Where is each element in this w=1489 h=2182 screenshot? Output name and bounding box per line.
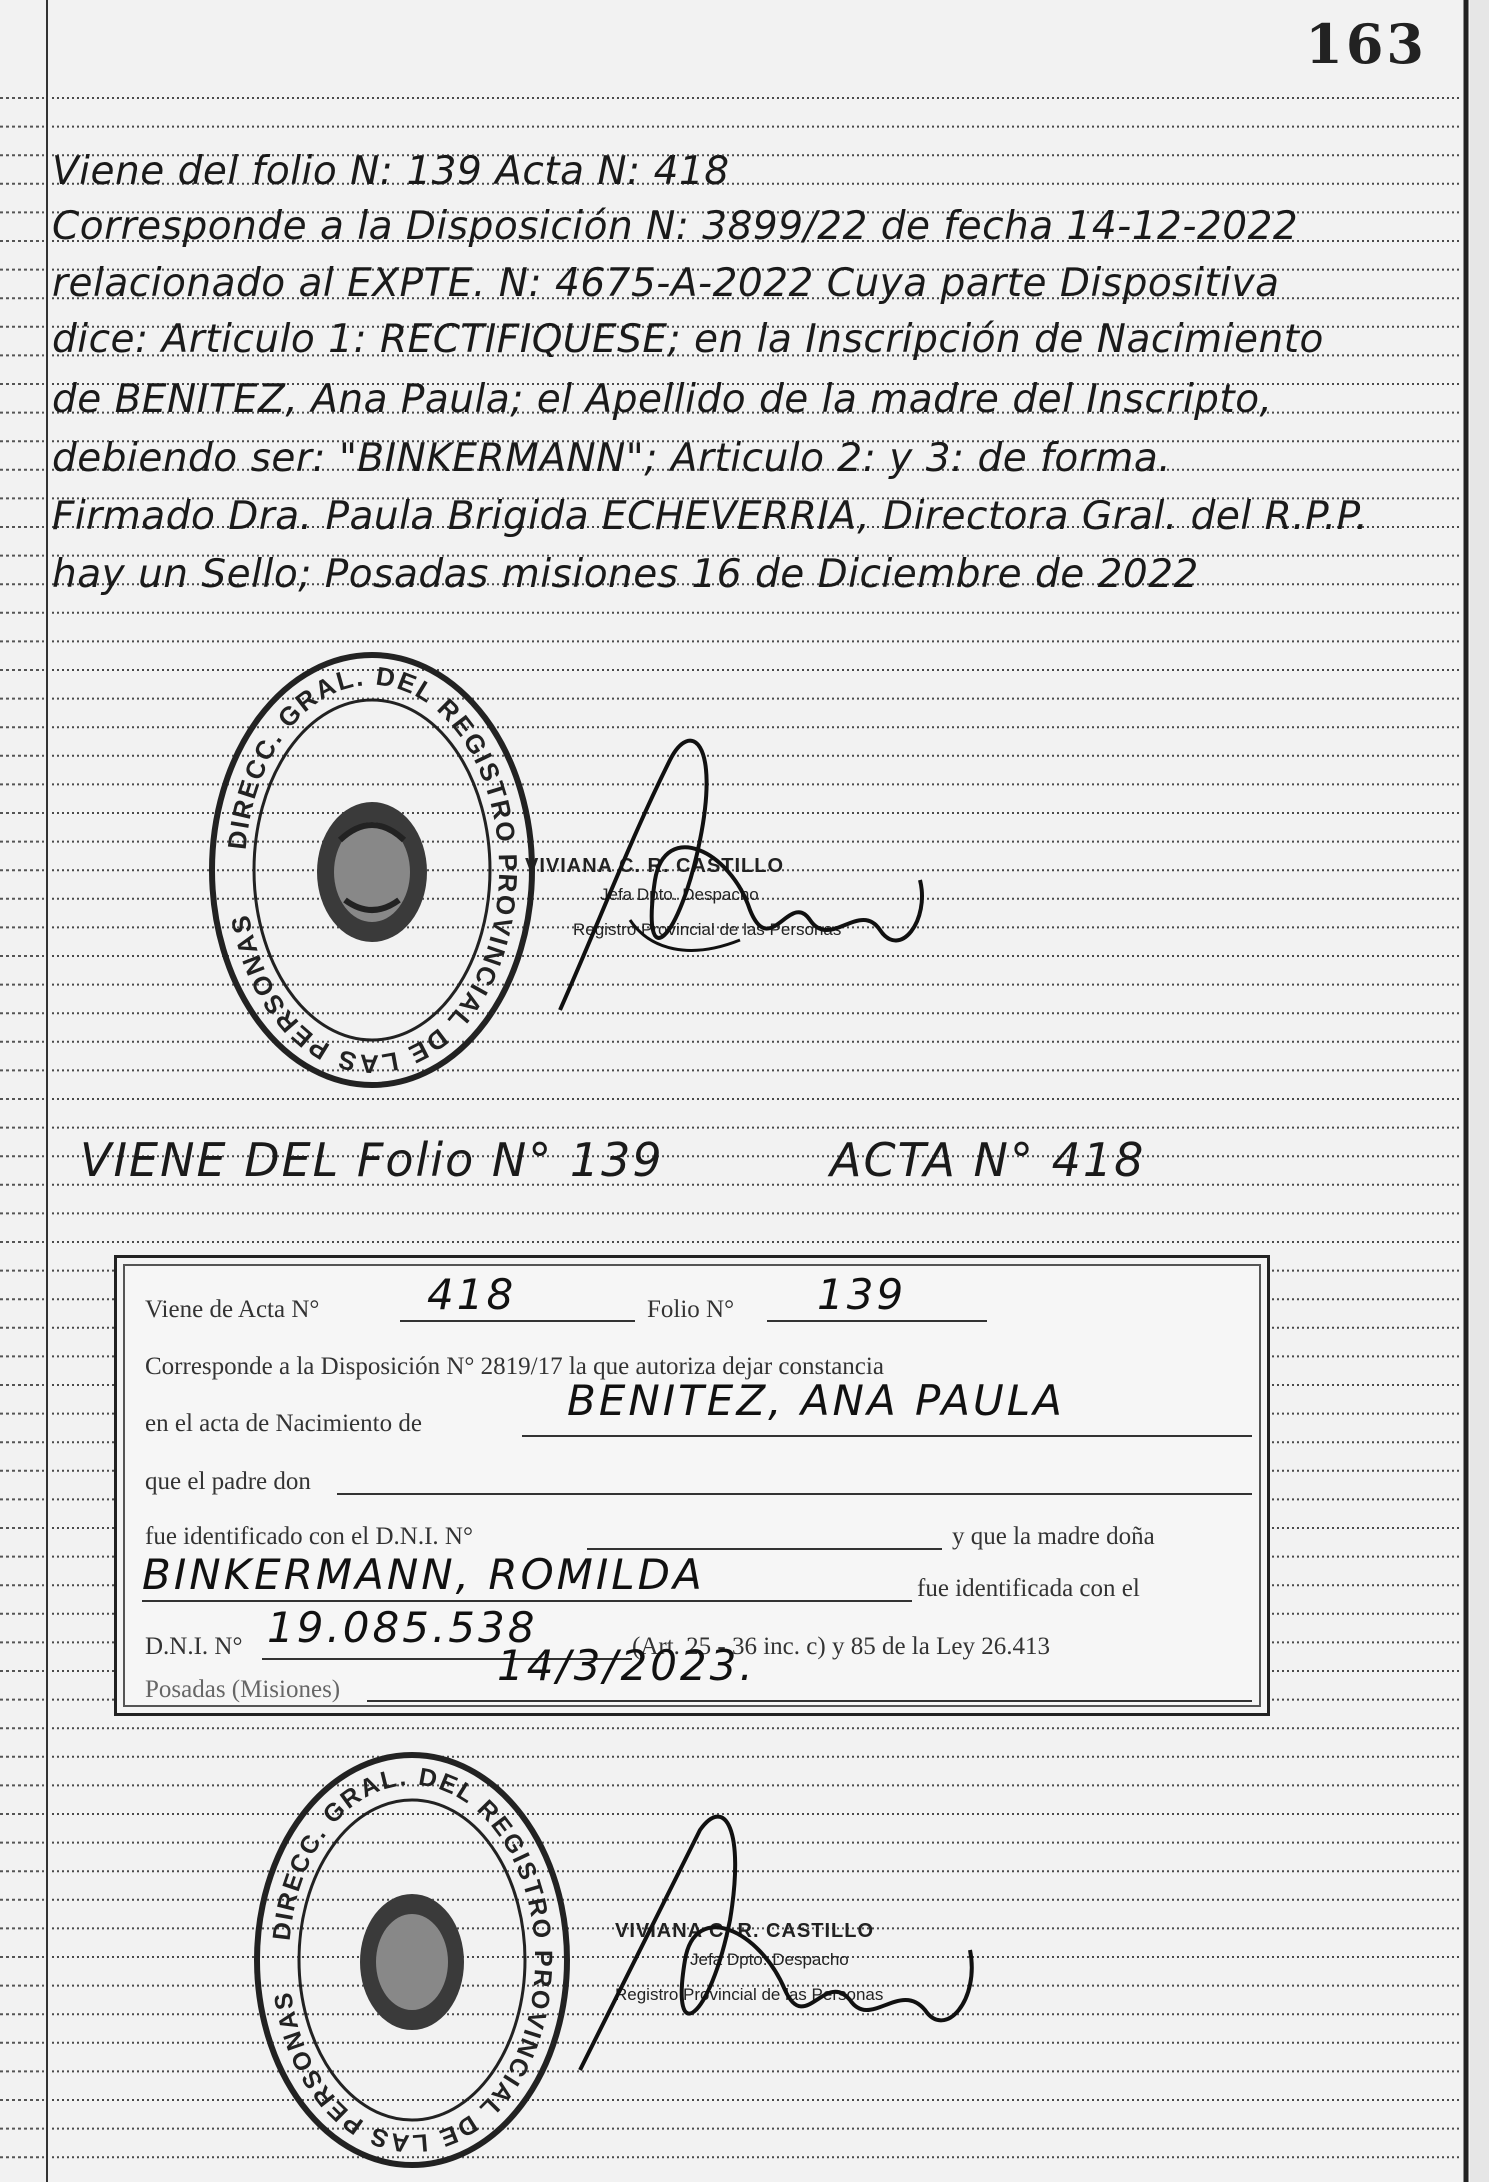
padre-label: que el padre don	[145, 1468, 311, 1495]
note2-viene: VIENE DEL Folio N° 139	[80, 1133, 664, 1187]
stamp-org: Registro Provincial de las Personas	[573, 920, 842, 939]
viene-label: Viene de Acta N°	[145, 1296, 320, 1323]
signature	[540, 720, 960, 1040]
note1-line-1: Viene del folio N: 139 Acta N: 418	[52, 149, 730, 194]
stamp-name: VIVIANA C. R. CASTILLO	[525, 855, 785, 877]
madre-label: y que la madre doña	[952, 1523, 1155, 1550]
ley-text: (Art. 25 - 36 inc. c) y 85 de la Ley 26.413	[632, 1633, 1050, 1660]
folio-number: 163	[1305, 12, 1427, 76]
nombre-value: BENITEZ, ANA PAULA	[567, 1376, 1065, 1425]
svg-text:DIRECC. GRAL. DEL REGISTRO PRO: DIRECC. GRAL. DEL REGISTRO PROVINCIAL DE LAS PERSONAS	[221, 660, 524, 1080]
stamp-org-2: Registro Provincial de las Personas	[615, 1985, 884, 2004]
acta-nacimiento-label: en el acta de Nacimiento de	[145, 1410, 422, 1437]
acta-value: 418	[427, 1270, 517, 1319]
stamp-role-2: Jefa Dpto. Despacho	[690, 1950, 849, 1969]
official-seal-2	[245, 1750, 580, 2170]
official-seal	[200, 650, 545, 1090]
dni-value: 19.085.538	[267, 1603, 538, 1652]
signature-2	[560, 1800, 1020, 2100]
stamp-role: Jefa Dpto. Despacho	[600, 885, 759, 904]
dni-label: D.N.I. N°	[145, 1633, 243, 1660]
identificada-label: fue identificada con el	[917, 1575, 1140, 1602]
note1-line-8: hay un Sello; Posadas misiones 16 de Diciembre de 2022	[52, 552, 1199, 597]
note2-acta: ACTA N° 418	[830, 1133, 1146, 1187]
fecha-value: 14/3/2023.	[497, 1641, 756, 1690]
rubber-stamp-form	[114, 1255, 1270, 1716]
note1-line-6: debiendo ser: "BINKERMANN"; Articulo 2: y 3: de forma.	[52, 436, 1172, 481]
posadas-label: Posadas (Misiones)	[145, 1676, 341, 1703]
corresponde-text: Corresponde a la Disposición N° 2819/17 la que autoriza dejar constancia	[145, 1353, 884, 1380]
note1-line-5: de BENITEZ, Ana Paula; el Apellido de la madre del Inscripto,	[52, 377, 1273, 422]
stamp-name-2: VIVIANA C. R. CASTILLO	[615, 1920, 875, 1942]
note1-line-2: Corresponde a la Disposición N: 3899/22 de fecha 14-12-2022	[52, 204, 1299, 249]
note1-line-4: dice: Articulo 1: RECTIFIQUESE; en la Inscripción de Nacimiento	[52, 317, 1324, 362]
note1-line-3: relacionado al EXPTE. N: 4675-A-2022 Cuya parte Dispositiva	[52, 261, 1280, 306]
svg-text:DIRECC. GRAL. DEL REGISTRO PRO: DIRECC. GRAL. DEL REGISTRO PROVINCIAL DE LAS PERSONAS	[267, 1762, 558, 2158]
note1-line-7: Firmado Dra. Paula Brigida ECHEVERRIA, Directora Gral. del R.P.P.	[52, 494, 1369, 539]
folio-value: 139	[817, 1270, 907, 1319]
identificado-label: fue identificado con el D.N.I. N°	[145, 1523, 473, 1550]
folio-label: Folio N°	[647, 1296, 735, 1323]
madre-value: BINKERMANN, ROMILDA	[142, 1550, 705, 1599]
